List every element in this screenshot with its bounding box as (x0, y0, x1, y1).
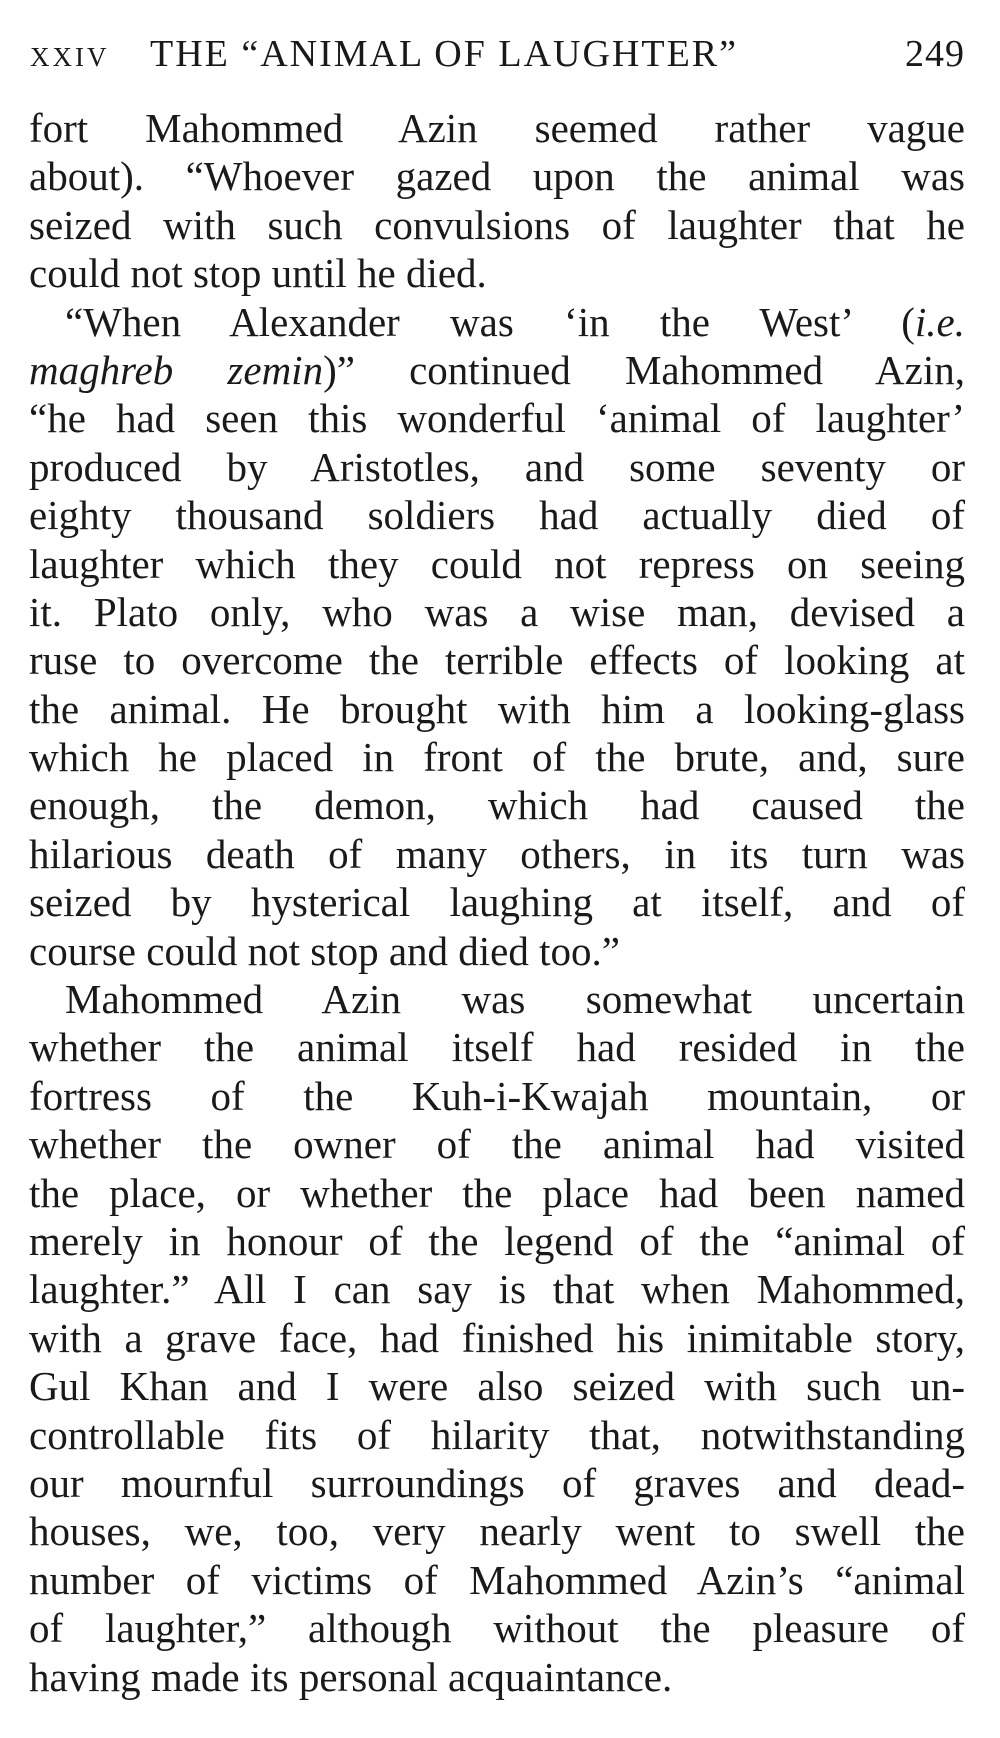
italic-text: maghreb zemin (29, 346, 324, 393)
text-line: seized by hysterical laughing at itself, and of (29, 879, 965, 926)
text-line: seized with such convulsions of laughter that he (29, 201, 965, 248)
text-line: fort Mahommed Azin seemed rather vague (29, 105, 965, 151)
text-line: of laughter,” although without the pleasure of (29, 1605, 965, 1652)
page-number: 249 (905, 33, 965, 75)
text-line: whether the owner of the animal had visited (29, 1121, 965, 1168)
text-line: the place, or whether the place had been named (29, 1169, 965, 1216)
text-line: having made its personal acquaintance. (29, 1653, 673, 1700)
text-line: produced by Aristotles, and some seventy or (29, 443, 965, 490)
text-line: ruse to overcome the terrible effects of looking at (29, 637, 965, 684)
text-line: our mournful surroundings of graves and dead- (29, 1459, 965, 1506)
italic-text: i.e. (914, 298, 965, 345)
text-line: laughter.” All I can say is that when Mahommed, (29, 1266, 965, 1313)
text-line: controllable fits of hilarity that, notwithstanding (29, 1411, 965, 1458)
text-line: hilarious death of many others, in its turn was (29, 830, 965, 877)
chapter-number: xxiv (30, 33, 110, 75)
text-line: about). “Whoever gazed upon the animal was (29, 153, 965, 200)
running-title: THE “ANIMAL OF LAUGHTER” (150, 33, 738, 75)
running-head (30, 28, 965, 80)
text-line: Mahommed Azin was somewhat uncertain (65, 976, 965, 1023)
text-line: which he placed in front of the brute, and, sure (29, 734, 965, 781)
text-segment: “When Alexander was ‘in the West’ ( (65, 298, 915, 345)
text-line (29, 298, 965, 346)
text-line: “he had seen this wonderful ‘animal of laughter’ (29, 395, 965, 442)
text-line: houses, we, too, very nearly went to swell the (29, 1508, 965, 1555)
text-line: with a grave face, had finished his inimitable story, (29, 1314, 965, 1361)
body-text (29, 104, 965, 1701)
text-line: merely in honour of the legend of the “animal of (29, 1217, 965, 1264)
text-line: number of victims of Mahommed Azin’s “animal (29, 1556, 965, 1603)
text-line: the animal. He brought with him a looking-glass (29, 685, 965, 732)
text-line: could not stop until he died. (29, 250, 487, 297)
text-line: whether the animal itself had resided in the (29, 1024, 965, 1071)
text-line (29, 346, 965, 394)
text-line: enough, the demon, which had caused the (29, 782, 965, 829)
text-line: fortress of the Kuh-i-Kwajah mountain, or (29, 1072, 965, 1119)
text-segment: )” continued Mahommed Azin, (323, 346, 965, 393)
text-line: eighty thousand soldiers had actually died of (29, 492, 965, 539)
text-line: laughter which they could not repress on seeing (29, 540, 965, 587)
text-line: it. Plato only, who was a wise man, devised a (29, 588, 965, 635)
text-line: course could not stop and died too.” (29, 927, 620, 974)
text-line: Gul Khan and I were also seized with such un- (29, 1363, 965, 1410)
